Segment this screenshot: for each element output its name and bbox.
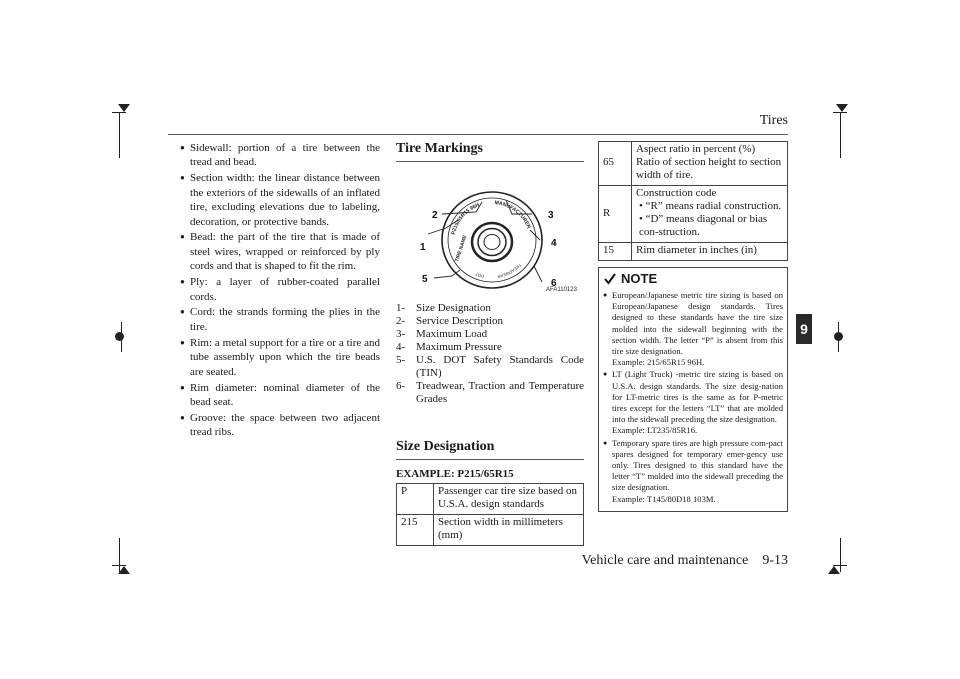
list-item: ● Cord: the strands forming the plies in the tire. (180, 305, 380, 334)
size-example: EXAMPLE: P215/65R15 (396, 468, 514, 480)
legend-row: 3- Maximum Load (396, 328, 488, 340)
note-item: ● LT (Light Truck) -metric tire sizing is based on U.S.A. design standards. The size desig-nation for LT-metric tires is the same as for P-metric tires except for the letters “LT” that are molded into the sidewall preceding the size designation. Example: LT235/85R16. (603, 369, 783, 436)
size-designation-table (396, 483, 584, 546)
note-item: ● Temporary spare tires are high pressure com-pact spares designed for temporary emer-gency use only. Tires designed to this standard have the letter “T” molded into the sidewall preceding the size designation. Example: T145/80D18 103M. (603, 438, 783, 505)
tire-markings-section (396, 138, 584, 546)
note-box (598, 267, 788, 512)
sidewall-treadwear-text: TREADWEAR (497, 262, 523, 280)
note-item: ● European/Japanese metric tire sizing is based on European/Japanese design standards. Tires designed to these standards have the tire size molded into the sidewall beginning with the section width. The letter “P” is absent from this tire size designation. Example: 215/65R15 96H. (603, 290, 783, 368)
list-item: ● Rim diameter: nominal diameter of the bead seat. (180, 381, 380, 410)
sidewall-dot-text: DOT (474, 271, 485, 279)
legend-row: 5- U.S. DOT Safety Standards Code (TIN) (396, 354, 584, 379)
table-row: 65 Aspect ratio in percent (%) Ratio of section height to section width of tire. (599, 142, 788, 186)
page-title: Tires (759, 113, 788, 128)
list-item: ● Section width: the linear distance between the exteriors of the sidewalls of an inflated tire, excluding elevations due to labeling, decoration, or protective bands. (180, 171, 380, 229)
list-item: ● Ply: a layer of rubber-coated parallel cords. (180, 275, 380, 304)
callout-6: 6 (551, 278, 557, 289)
sidewall-tire-name-text: TIRE NAME (454, 234, 469, 263)
callout-3: 3 (548, 210, 554, 221)
table-row: R Construction code • “R” means radial construction. • “D” means diagonal or bias con-struction. (599, 186, 788, 243)
header-divider (168, 134, 788, 135)
list-item: ● Rim: a metal support for a tire or a tire and tube assembly upon which the tire beads are seated. (180, 336, 380, 379)
sidewall-manufacturer-text: MANUFACTURER (494, 200, 532, 230)
table-row: 215 Section width in millimeters (mm) (397, 515, 584, 546)
callout-2: 2 (432, 210, 438, 221)
definitions-list (180, 141, 380, 441)
callout-4: 4 (551, 238, 557, 249)
list-item: ● Groove: the space between two adjacent tread ribs. (180, 411, 380, 440)
legend-row: 2- Service Description (396, 315, 504, 327)
note-label: NOTE (621, 271, 658, 286)
section-heading: Tire Markings (396, 138, 584, 162)
size-designation-table-cont (598, 141, 788, 261)
tire-markings-illustration (396, 170, 584, 294)
figure-legend (396, 302, 584, 406)
list-item: ● Sidewall: portion of a tire between the tread and bead. (180, 141, 380, 170)
legend-row: 1- Size Designation (396, 302, 491, 314)
sidewall-size-text: P215/65R15 96H (450, 202, 481, 236)
section-heading: Size Designation (396, 436, 584, 460)
callout-5: 5 (422, 274, 428, 285)
legend-row: 4- Maximum Pressure (396, 341, 502, 353)
chapter-tab: 9 (796, 314, 812, 344)
table-row: 15 Rim diameter in inches (in) (599, 243, 788, 261)
size-continued-section (598, 141, 788, 512)
table-row: P Passenger car tire size based on U.S.A. design standards (397, 484, 584, 515)
legend-row: 6- Treadwear, Traction and Temperature Grades (396, 380, 584, 405)
list-item: ● Bead: the part of the tire that is made of steel wires, wrapped or reinforced by ply cords and that is shaped to fit the rim. (180, 230, 380, 273)
figure-code: AFA110123 (546, 287, 577, 293)
pencil-check-icon (603, 272, 617, 286)
page-footer: Vehicle care and maintenance 9-13 (581, 553, 788, 568)
callout-1: 1 (420, 242, 426, 253)
